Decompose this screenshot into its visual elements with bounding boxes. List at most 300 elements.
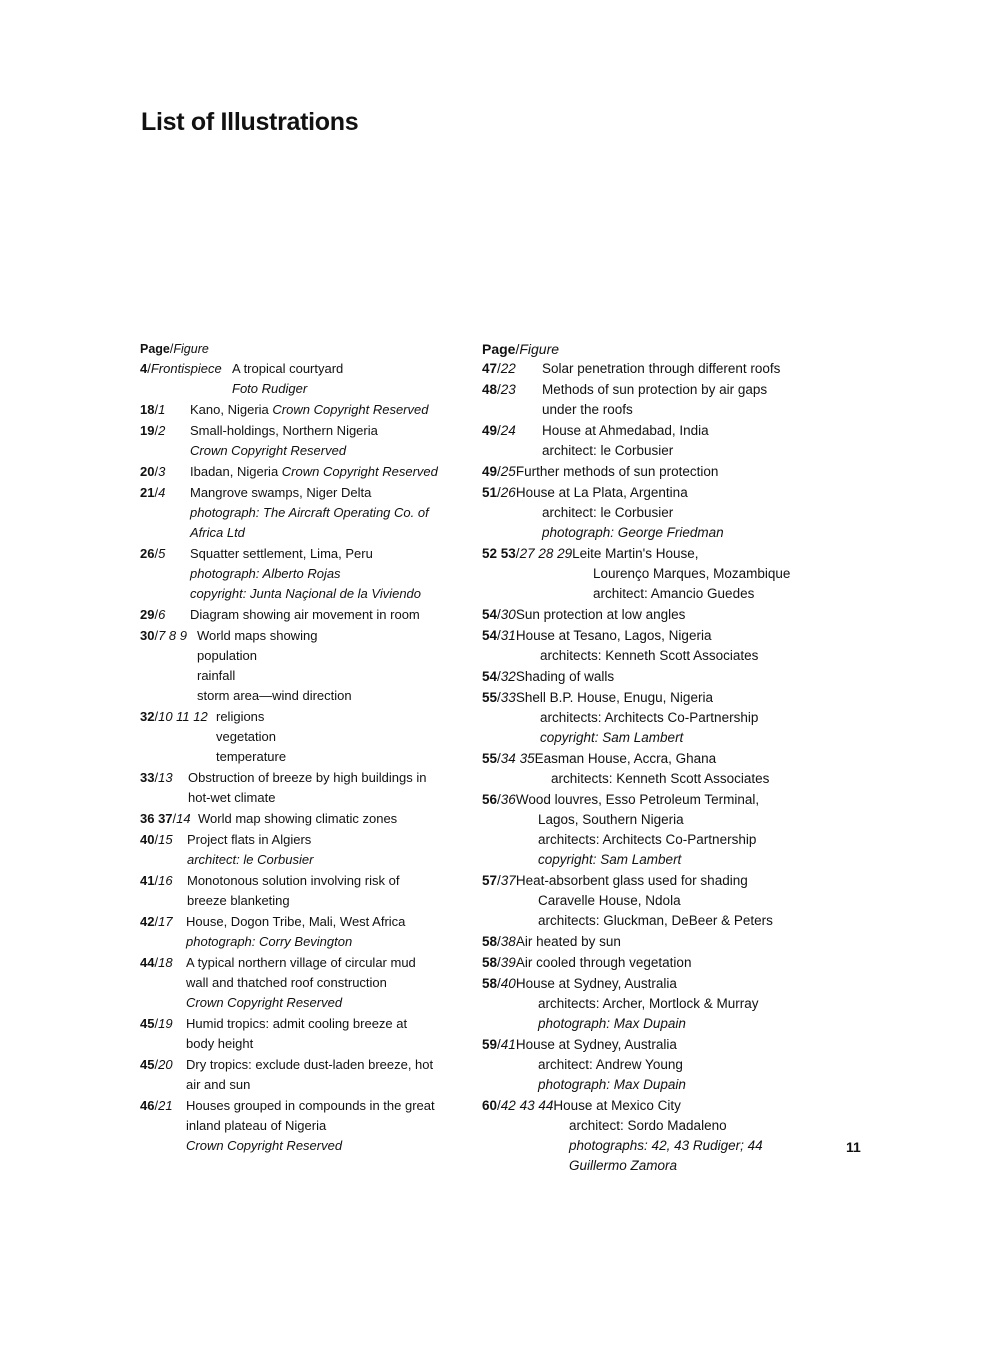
illustration-entry [140,605,460,625]
illustration-entry [482,544,812,604]
page-figure-ref: 29/6 [140,607,166,622]
illustration-entry [482,380,812,420]
entry-credit [140,564,460,584]
caption-text: copyright: Sam Lambert [540,730,684,745]
entry-caption [482,932,812,952]
figure-ref: 37 [500,873,516,888]
caption-text: House at Ahmedabad, India [542,423,709,438]
illustrations-column-right [482,339,812,1177]
illustration-entry [482,932,812,952]
entry-caption [482,359,812,379]
illustration-entry [482,421,812,461]
figure-ref: 36 [500,792,516,807]
page-figure-ref: 42/17 [140,914,173,929]
illustration-entry [482,462,812,482]
entry-caption [140,421,460,441]
page-figure-ref: 60/42 43 44 [482,1098,554,1113]
caption-text: Methods of sun protection by air gaps [542,382,768,397]
entry-credit [482,769,812,789]
entry-credit [482,850,812,870]
illustration-entry [140,707,460,767]
page-figure-ref: 54/31 [482,628,516,643]
entry-credit [482,400,812,420]
page-figure-ref: 51/26 [482,485,516,500]
entry-credit [482,911,812,931]
page-ref: 58 [482,976,498,991]
figure-ref: 1 [158,402,166,417]
page-figure-ref: 44/18 [140,955,173,970]
caption-text: architect: Amancio Guedes [593,586,755,601]
caption-text: copyright: Junta Naçional de la Viviendo [190,586,422,601]
page-ref: 60 [482,1098,498,1113]
page-figure-ref: 55/34 35 [482,751,535,766]
illustration-entry [482,667,812,687]
illustration-entry [482,1096,812,1176]
page-figure-ref: 54/32 [482,669,516,684]
figure-label: Figure [173,342,209,356]
entry-credit [140,850,460,870]
caption-text: Leite Martin's House, [572,546,699,561]
entry-caption [482,688,812,708]
page-figure-ref: 30/7 8 9 [140,628,188,643]
page-figure-ref: 58/39 [482,955,516,970]
entry-credit [482,441,812,461]
caption-text: House at Sydney, Australia [515,1037,677,1052]
caption-text: air and sun [186,1077,251,1092]
page-ref: 19 [140,423,155,438]
page-ref: 51 [482,485,498,500]
entry-credit [482,564,812,584]
entry-caption [482,790,812,810]
figure-ref: 25 [500,464,516,479]
entry-caption [482,974,812,994]
caption-text: photograph: Corry Bevington [186,934,353,949]
page-figure-ref: 32/10 11 12 [140,709,208,724]
caption-text: Sun protection at low angles [515,607,686,622]
illustration-entry [140,400,460,420]
entry-caption [482,871,812,891]
illustration-list [140,359,460,1156]
caption-text: breeze blanketing [187,893,290,908]
caption-text: Crown Copyright Reserved [186,1138,343,1153]
entry-caption [482,544,812,564]
page-ref: 54 [482,607,498,622]
page-figure-ref: 26/5 [140,546,166,561]
entry-caption [140,1055,460,1075]
illustration-entry [482,749,812,789]
figure-ref: 20 [158,1057,173,1072]
entry-caption [140,953,460,973]
page-figure-ref: 55/33 [482,690,516,705]
entry-credit [482,891,812,911]
page-ref: 40 [140,832,155,847]
figure-label: Figure [519,341,560,357]
entry-credit [482,830,812,850]
figure-ref: 13 [158,770,173,785]
figure-ref: 22 [500,361,516,376]
caption-text: Africa Ltd [190,525,245,540]
entry-credit [140,891,460,911]
page-ref: 59 [482,1037,498,1052]
illustration-entry [140,421,460,461]
entry-caption [482,1096,812,1116]
page-figure-ref: 45/19 [140,1016,173,1031]
caption-text: architects: Architects Co-Partnership [538,832,757,847]
caption-text: World maps showing [197,628,318,643]
entry-credit [140,666,460,686]
entry-caption [140,912,460,932]
entry-credit [482,503,812,523]
page-ref: 55 [482,690,498,705]
figure-ref: 39 [500,955,516,970]
figure-ref: 2 [158,423,166,438]
page-figure-ref: 46/21 [140,1098,173,1113]
illustration-entry [140,809,460,829]
illustration-entry [482,626,812,666]
illustration-list [482,359,812,1176]
caption-text: World map showing climatic zones [198,811,398,826]
page-figure-ref: 33/13 [140,770,173,785]
entry-caption [482,462,812,482]
entry-caption [140,462,460,482]
figure-ref: 7 8 9 [158,628,188,643]
page-ref: 55 [482,751,498,766]
illustration-entry [140,830,460,870]
caption-text: House, Dogon Tribe, Mali, West Africa [186,914,406,929]
caption-text: House at La Plata, Argentina [515,485,688,500]
caption-text: architects: Architects Co-Partnership [540,710,759,725]
caption-text: Small-holdings, Northern Nigeria [190,423,378,438]
entry-caption [482,626,812,646]
illustration-entry [482,605,812,625]
caption-text: under the roofs [542,402,633,417]
page-figure-ref: 45/20 [140,1057,173,1072]
illustration-entry [140,544,460,604]
entry-caption [140,1096,460,1116]
page-figure-ref: 54/30 [482,607,516,622]
illustration-entry [140,626,460,706]
illustration-entry [482,953,812,973]
figure-ref: 27 28 29 [519,546,573,561]
entry-caption [140,605,460,625]
caption-text: architects: Kenneth Scott Associates [551,771,770,786]
entry-caption [140,768,460,788]
entry-caption [482,605,812,625]
page-ref: 46 [140,1098,155,1113]
caption-text: religions [216,709,265,724]
caption-text: House at Tesano, Lagos, Nigeria [515,628,712,643]
entry-credit [140,646,460,666]
entry-caption [140,544,460,564]
figure-ref: Frontispiece [150,361,222,376]
caption-text: photograph: The Aircraft Operating Co. of [190,505,429,520]
entry-credit [482,1136,812,1156]
caption-text: Houses grouped in compounds in the great [186,1098,435,1113]
figure-ref: 3 [158,464,166,479]
caption-text: copyright: Sam Lambert [538,852,682,867]
column-header: Page/Figure [140,342,209,356]
figure-ref: 10 11 12 [158,709,208,724]
figure-ref: 40 [500,976,516,991]
copyright-credit: Crown Copyright Reserved [281,464,438,479]
page-ref: 57 [482,873,498,888]
entry-caption [482,1035,812,1055]
entry-credit [140,973,460,993]
caption-text: Further methods of sun protection [515,464,719,479]
figure-ref: 31 [500,628,516,643]
figure-ref: 18 [158,955,173,970]
page-ref: 33 [140,770,155,785]
caption-text: Mangrove swamps, Niger Delta [190,485,372,500]
entry-credit [140,747,460,767]
caption-text: Solar penetration through different roofs [542,361,781,376]
entry-credit [482,584,812,604]
caption-text: Ibadan, Nigeria [190,464,279,479]
illustration-entry [140,953,460,1013]
entry-credit [482,1014,812,1034]
caption-text: Crown Copyright Reserved [190,443,347,458]
page-figure-ref: 20/3 [140,464,166,479]
caption-text: Project flats in Algiers [187,832,312,847]
illustration-entry [482,688,812,748]
entry-credit [482,994,812,1014]
figure-ref: 17 [158,914,173,929]
illustration-entry [482,871,812,931]
page-ref: 26 [140,546,155,561]
caption-text: photographs: 42, 43 Rudiger; 44 [569,1138,763,1153]
entry-caption [140,483,460,503]
page-figure-ref: 36 37/14 [140,811,191,826]
illustration-entry [140,359,460,399]
page-ref: 44 [140,955,155,970]
caption-text: temperature [216,749,287,764]
figure-ref: 34 35 [500,751,535,766]
caption-text: Caravelle House, Ndola [538,893,681,908]
page-figure-ref: 49/24 [482,423,516,438]
figure-ref: 33 [500,690,516,705]
entry-caption [140,830,460,850]
entry-credit [482,1075,812,1095]
caption-text: photograph: Max Dupain [538,1016,686,1031]
caption-text: Guillermo Zamora [569,1158,678,1173]
figure-ref: 16 [158,873,173,888]
illustration-entry [482,974,812,1034]
caption-text: Easman House, Accra, Ghana [534,751,717,766]
page-figure-ref: 52 53/27 28 29 [482,546,573,561]
page-figure-ref: 47/22 [482,361,516,376]
caption-text: A tropical courtyard [232,361,344,376]
entry-credit [140,993,460,1013]
figure-ref: 26 [500,485,516,500]
page-ref: 30 [140,628,155,643]
caption-text: Heat-absorbent glass used for shading [515,873,748,888]
page-figure-ref: 41/16 [140,873,173,888]
caption-text: architects: Gluckman, DeBeer & Peters [538,913,773,928]
entry-credit [140,503,460,523]
illustration-entry [140,462,460,482]
caption-text: architect: le Corbusier [187,852,314,867]
page-ref: 49 [482,464,498,479]
entry-credit [140,523,460,543]
entry-credit [140,441,460,461]
illustration-entry [482,790,812,870]
entry-credit [140,932,460,952]
caption-text: Monotonous solution involving risk of [187,873,400,888]
illustration-entry [482,483,812,543]
page-number: 11 [846,1139,861,1155]
page-figure-ref: 58/40 [482,976,516,991]
entry-caption [482,421,812,441]
caption-text: Crown Copyright Reserved [186,995,343,1010]
caption-text: Shell B.P. House, Enugu, Nigeria [515,690,713,705]
entry-caption [140,359,460,379]
entry-credit [482,1116,812,1136]
page-ref: 54 [482,628,498,643]
page-figure-ref: 40/15 [140,832,173,847]
page-figure-ref: 19/2 [140,423,166,438]
caption-text: Wood louvres, Esso Petroleum Terminal, [515,792,760,807]
caption-text: architect: Sordo Madaleno [569,1118,727,1133]
figure-ref: 19 [158,1016,173,1031]
illustrations-column-left [140,339,460,1157]
caption-text: rainfall [197,668,236,683]
entry-caption [140,400,460,420]
copyright-credit: Crown Copyright Reserved [272,402,429,417]
entry-credit [140,1136,460,1156]
page-ref: 29 [140,607,155,622]
entry-credit [482,646,812,666]
caption-text: architects: Archer, Mortlock & Murray [538,996,759,1011]
page-ref: 54 [482,669,498,684]
entry-credit [140,584,460,604]
caption-text: architect: le Corbusier [542,505,674,520]
caption-text: Air cooled through vegetation [515,955,692,970]
entry-credit [140,727,460,747]
entry-credit [482,1055,812,1075]
entry-caption [482,953,812,973]
page-figure-ref: 57/37 [482,873,516,888]
page-ref: 58 [482,955,498,970]
entry-credit [482,708,812,728]
illustration-entry [140,1096,460,1156]
figure-ref: 30 [500,607,516,622]
page-ref: 48 [482,382,498,397]
caption-text: inland plateau of Nigeria [186,1118,327,1133]
caption-text: House at Sydney, Australia [515,976,677,991]
figure-ref: 15 [158,832,173,847]
page-figure-ref: 56/36 [482,792,516,807]
caption-text: population [197,648,257,663]
illustration-entry [140,1055,460,1095]
page-ref: 41 [140,873,155,888]
page-figure-ref: 58/38 [482,934,516,949]
page-ref: 36 37 [140,811,173,826]
entry-credit [140,788,460,808]
caption-text: photograph: Alberto Rojas [190,566,341,581]
figure-ref: 5 [158,546,166,561]
caption-text: Obstruction of breeze by high buildings in [188,770,427,785]
illustration-entry [140,871,460,911]
page-ref: 47 [482,361,498,376]
caption-text: Lourenço Marques, Mozambique [593,566,791,581]
caption-text: A typical northern village of circular mud [186,955,416,970]
illustration-entry [482,359,812,379]
page-figure-ref: 49/25 [482,464,516,479]
figure-ref: 4 [158,485,166,500]
page-label: Page [140,342,170,356]
entry-caption [140,707,460,727]
illustration-entry [140,1014,460,1054]
page-figure-ref: 4/Frontispiece [140,361,222,376]
entry-credit [482,810,812,830]
entry-caption [482,667,812,687]
entry-caption [140,1014,460,1034]
entry-caption [140,871,460,891]
entry-caption [482,749,812,769]
page-figure-ref: 59/41 [482,1037,516,1052]
caption-text: Shading of walls [515,669,615,684]
caption-text: hot-wet climate [188,790,276,805]
page-ref: 45 [140,1057,155,1072]
figure-ref: 6 [158,607,166,622]
page-ref: 58 [482,934,498,949]
page-ref: 49 [482,423,498,438]
entry-credit [140,1116,460,1136]
caption-text: body height [186,1036,254,1051]
caption-text: architect: Andrew Young [538,1057,683,1072]
caption-text: storm area—wind direction [197,688,352,703]
illustration-entry [482,1035,812,1095]
figure-ref: 14 [176,811,191,826]
page-figure-ref: 48/23 [482,382,516,397]
caption-text: Foto Rudiger [232,381,308,396]
entry-caption [140,809,460,829]
entry-credit [140,1075,460,1095]
column-header: Page/Figure [482,341,560,357]
caption-text: Humid tropics: admit cooling breeze at [186,1016,408,1031]
page-ref: 56 [482,792,498,807]
page-ref: 21 [140,485,155,500]
entry-credit [140,686,460,706]
page-label: Page [482,341,516,357]
caption-text: Air heated by sun [515,934,621,949]
illustration-entry [140,768,460,808]
entry-caption [140,626,460,646]
page-ref: 32 [140,709,155,724]
entry-caption [482,483,812,503]
caption-text: architect: le Corbusier [542,443,674,458]
page-figure-ref: 21/4 [140,485,166,500]
illustration-entry [140,483,460,543]
caption-text: Dry tropics: exclude dust-laden breeze, hot [186,1057,434,1072]
entry-credit [140,379,460,399]
figure-ref: 38 [500,934,516,949]
page-ref: 45 [140,1016,155,1031]
entry-credit [482,1156,812,1176]
page-figure-ref: 18/1 [140,402,166,417]
page-ref: 20 [140,464,155,479]
entry-credit [482,523,812,543]
figure-ref: 24 [500,423,516,438]
page-ref: 18 [140,402,155,417]
caption-text: wall and thatched roof construction [186,975,387,990]
entry-caption [482,380,812,400]
caption-text: vegetation [216,729,276,744]
caption-text: Kano, Nigeria [190,402,269,417]
figure-ref: 41 [500,1037,516,1052]
page-ref: 42 [140,914,155,929]
illustration-entry [140,912,460,952]
